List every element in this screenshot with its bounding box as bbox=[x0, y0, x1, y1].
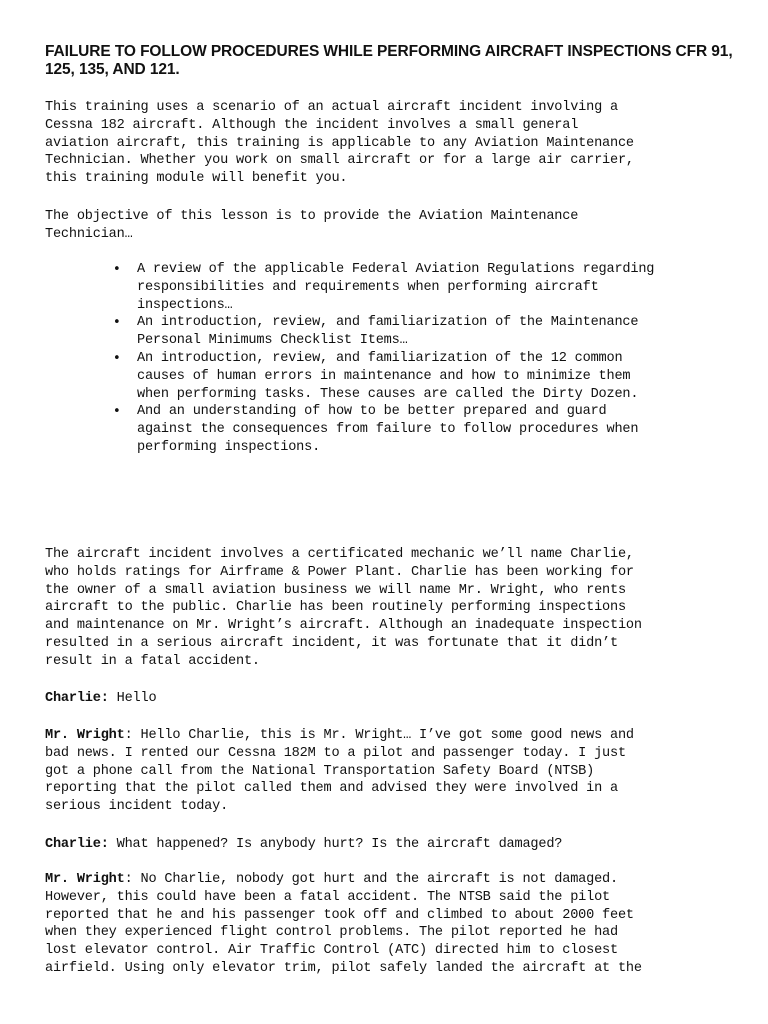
speaker-name: Charlie: bbox=[45, 691, 109, 706]
list-item-text: A review of the applicable Federal Aviation Regulations regarding responsibilities and requirements when performing aircraft inspections… bbox=[137, 262, 655, 313]
list-item-text: An introduction, review, and familiarization of the Maintenance Personal Minimums Checklist Items… bbox=[137, 315, 639, 349]
list-item bbox=[45, 261, 735, 314]
list-item bbox=[45, 314, 735, 350]
dialogue-line bbox=[45, 871, 735, 978]
document-title: FAILURE TO FOLLOW PROCEDURES WHILE PERFORMING AIRCRAFT INSPECTIONS CFR 91, 125, 135, AND 121. bbox=[45, 43, 733, 78]
speaker-name: Mr. Wright bbox=[45, 728, 125, 743]
list-item bbox=[45, 403, 735, 456]
incident-paragraph: The aircraft incident involves a certificated mechanic we’ll name Charlie, who holds ratings for Airframe & Power Plant. Charlie has been working for the owner of a small aviation business we will name Mr. Wright, who rents aircraft to the public. Charlie has been routinely performing inspections and maintenance on Mr. Wright’s aircraft. Although an inadequate inspection resulted in a serious aircraft incident, it was fortunate that it didn’t result in a fatal accident. bbox=[45, 547, 642, 669]
speaker-name: Mr. Wright bbox=[45, 872, 125, 887]
bullet-icon: • bbox=[113, 404, 121, 420]
dialogue-line bbox=[45, 727, 735, 816]
dialogue-text: What happened? Is anybody hurt? Is the aircraft damaged? bbox=[108, 837, 563, 852]
list-item bbox=[45, 350, 735, 403]
list-item-text: An introduction, review, and familiarization of the 12 common causes of human errors in maintenance and how to minimize them when performing tasks. These causes are called the Dirty Dozen. bbox=[137, 350, 639, 402]
speaker-name: Charlie: bbox=[45, 837, 109, 852]
dialogue-line bbox=[45, 836, 735, 854]
dialogue-text: : No Charlie, nobody got hurt and the aircraft is not damaged. However, this could have been a fatal accident. The NTSB said the pilot reported that he and his passenger took off and climbed to about 2000 feet when they experienced flight control problems. The pilot reported he had lost elevator control. Air Traffic Control (ATC) directed him to closest airfield. Using only elevator trim, pilot safely landed the aircraft at the bbox=[45, 872, 642, 976]
bullet-icon: • bbox=[113, 350, 121, 366]
dialogue-text: Hello bbox=[108, 691, 157, 706]
objective-list bbox=[45, 261, 735, 457]
bullet-icon: • bbox=[113, 315, 121, 331]
objective-paragraph: The objective of this lesson is to provide the Aviation Maintenance Technician… bbox=[45, 209, 579, 242]
dialogue-text: : Hello Charlie, this is Mr. Wright… I’ve got some good news and bad news. I rented our Cessna 182M to a pilot and passenger today. I just got a phone call from the National Transportation Safety Board (NTSB) reporting that the pilot called them and advised they were involved in a serious incident today. bbox=[45, 728, 634, 815]
dialogue-line bbox=[45, 690, 735, 708]
intro-paragraph: This training uses a scenario of an actual aircraft incident involving a Cessna 182 aircraft. Although the incident involves a small general aviation aircraft, this training is applicable to any Aviation Maintenance Technician. Whether you work on small aircraft or for a large air carrier, this training module will benefit you. bbox=[45, 100, 634, 187]
bullet-icon: • bbox=[113, 262, 121, 277]
list-item-text: And an understanding of how to be better prepared and guard against the consequences from failure to follow procedures when performing inspections. bbox=[137, 404, 639, 455]
